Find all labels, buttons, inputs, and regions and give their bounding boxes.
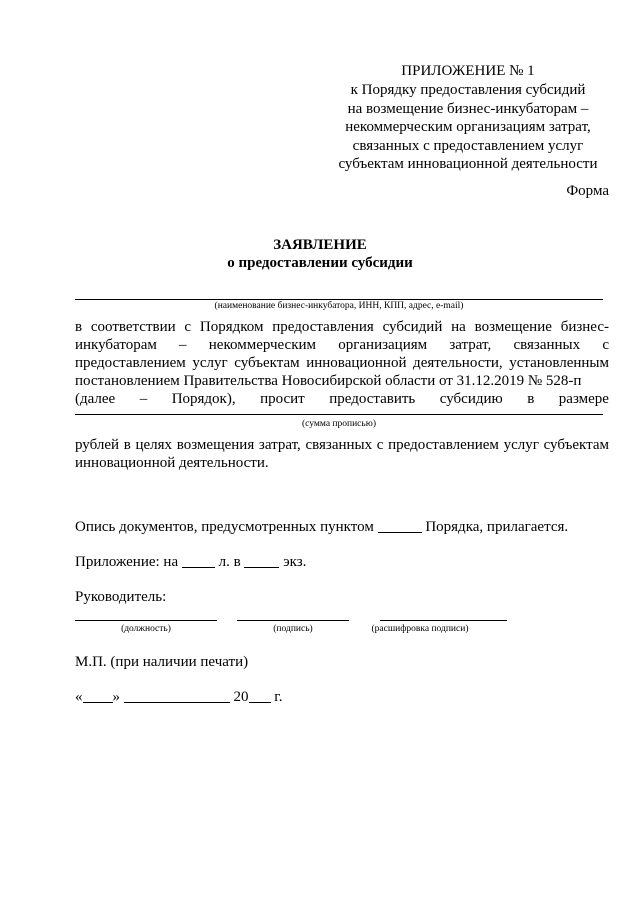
applicant-field-line[interactable] — [75, 299, 603, 300]
header-line: некоммерческим организациям затрат, — [345, 119, 591, 135]
copies-count-field[interactable] — [244, 553, 279, 568]
date-line — [75, 688, 282, 706]
applicant-caption: (наименование бизнес-инкубатора, ИНН, КПП, адрес, e-mail) — [214, 301, 464, 311]
header-line: к Порядку предоставления субсидий — [350, 82, 586, 98]
word: просит — [260, 391, 305, 407]
amount-caption: (сумма прописью) — [302, 419, 376, 429]
inventory-suffix: Порядка, прилагается. — [425, 519, 569, 535]
body-last-line — [75, 390, 609, 408]
sheets-count-field[interactable] — [182, 553, 215, 568]
body-paragraph: в соответствии с Порядком предоставления субсидий на возмещение бизнес-инкубаторам – некоммерческим организациям затрат, связанных с предоставлением услуг субъектам инновационной деятельности, установленным постановлением Правительства Новосибирской области от 31.12.2019 № 528-п — [75, 319, 609, 389]
inventory-prefix: Опись документов, предусмотренных пунктом — [75, 519, 374, 535]
word: (далее — [75, 391, 116, 407]
body-paragraph-2: рублей в целях возмещения затрат, связанных с предоставлением услуг субъектам инновационной деятельности. — [75, 437, 609, 471]
head-label: Руководитель: — [75, 589, 167, 605]
word: – — [139, 391, 148, 407]
word: предоставить — [329, 391, 416, 407]
decoding-caption: (расшифровка подписи) — [371, 624, 469, 634]
signature-caption: (подпись) — [273, 624, 313, 634]
stamp-note: М.П. (при наличии печати) — [75, 654, 249, 670]
document-title: ЗАЯВЛЕНИЕ — [273, 237, 367, 253]
word: размере — [558, 391, 609, 407]
decoding-field-line[interactable] — [380, 620, 507, 621]
appendix-prefix: Приложение: на — [75, 554, 179, 570]
amount-field-line[interactable] — [75, 414, 603, 415]
form-label: Форма — [566, 183, 609, 199]
signature-field-line[interactable] — [237, 620, 349, 621]
month-field[interactable] — [124, 688, 230, 703]
close-quote: » — [112, 689, 120, 705]
year-field[interactable] — [249, 688, 271, 703]
header-line: связанных с предоставлением услуг — [352, 138, 584, 154]
position-field-line[interactable] — [75, 620, 217, 621]
header-line: на возмещение бизнес-инкубаторам – — [347, 101, 589, 117]
inventory-line — [75, 518, 568, 536]
word: Порядок), — [171, 391, 236, 407]
header-line: субъектам инновационной деятельности — [338, 156, 598, 172]
appendix-middle: л. в — [218, 554, 241, 570]
year-prefix: 20 — [233, 689, 249, 705]
document-subtitle: о предоставлении субсидии — [227, 255, 413, 271]
word: субсидию — [439, 391, 503, 407]
clause-number-field[interactable] — [378, 518, 422, 533]
appendix-number: ПРИЛОЖЕНИЕ № 1 — [401, 63, 535, 79]
year-suffix: г. — [274, 689, 283, 705]
position-caption: (должность) — [121, 624, 171, 634]
day-field[interactable] — [83, 688, 113, 703]
word: в — [527, 391, 535, 407]
appendix-line — [75, 553, 306, 571]
appendix-suffix: экз. — [283, 554, 307, 570]
open-quote: « — [75, 689, 83, 705]
